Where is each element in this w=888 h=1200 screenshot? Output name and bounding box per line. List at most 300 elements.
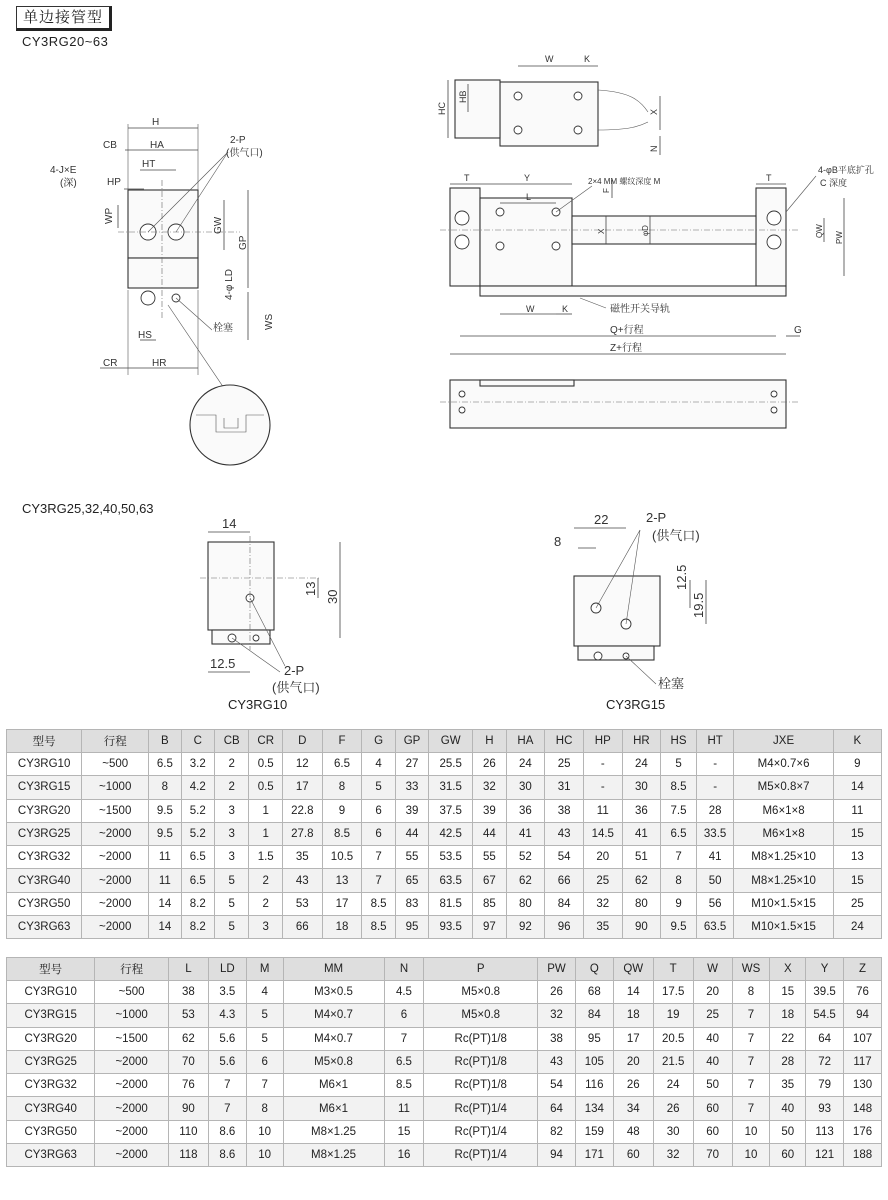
front-label-Q: Q+行程 [610, 325, 644, 336]
table-row [7, 1027, 882, 1050]
table-cell: 4.5 [384, 981, 424, 1004]
table-cell: 6.5 [181, 869, 214, 892]
table-row [7, 776, 882, 799]
table-cell: 113 [806, 1120, 844, 1143]
table-cell: 94 [538, 1144, 576, 1167]
table-row [7, 846, 882, 869]
table-cell: 31 [545, 776, 584, 799]
table-cell: M8×1.25 [283, 1120, 384, 1143]
table-cell: 79 [806, 1074, 844, 1097]
table-cell: CY3RG15 [7, 1004, 95, 1027]
cy10-dim-30: 30 [325, 589, 340, 604]
table-cell: 72 [806, 1050, 844, 1073]
front-label-G: G [794, 325, 802, 336]
table-cell: 54.5 [806, 1004, 844, 1027]
table-cell: 22 [770, 1027, 806, 1050]
table-cell: 9 [661, 892, 697, 915]
table-cell: Rc(PT)1/8 [424, 1027, 538, 1050]
table-cell: 5.6 [208, 1050, 246, 1073]
table-cell: Rc(PT)1/4 [424, 1144, 538, 1167]
cy10-view [200, 516, 340, 695]
table-cell: 121 [806, 1144, 844, 1167]
table-cell: 22.8 [282, 799, 322, 822]
table-cell: 3.5 [208, 981, 246, 1004]
table-cell: 21.5 [653, 1050, 693, 1073]
table-cell: 6.5 [149, 753, 181, 776]
small-views-series-label: CY3RG25,32,40,50,63 [22, 501, 154, 516]
table-cell: 26 [538, 981, 576, 1004]
table-cell: 48 [613, 1120, 653, 1143]
table-cell: 6.5 [384, 1050, 424, 1073]
table-cell: M5×0.8 [424, 1004, 538, 1027]
front-label-F: F [602, 188, 611, 193]
table-cell: 171 [575, 1144, 613, 1167]
table-cell: 4.2 [181, 776, 214, 799]
t1-header-cell: CR [249, 730, 282, 753]
table-cell: M4×0.7 [283, 1004, 384, 1027]
table-cell: 43 [282, 869, 322, 892]
table-cell: 2 [249, 892, 282, 915]
top-label-HC: HC [437, 102, 447, 115]
table-1-header [7, 730, 882, 753]
table-cell: 5 [661, 753, 697, 776]
table-cell: 5.2 [181, 822, 214, 845]
table-cell: 35 [282, 846, 322, 869]
table-cell: 30 [506, 776, 545, 799]
table-cell: 60 [693, 1097, 732, 1120]
label-WP: WP [104, 207, 115, 224]
table-cell: M10×1.5×15 [734, 892, 833, 915]
table-cell: M6×1 [283, 1074, 384, 1097]
table-row [7, 916, 882, 939]
table-cell: 7.5 [661, 799, 697, 822]
table-cell: ~500 [82, 753, 149, 776]
table-cell: 44 [395, 822, 428, 845]
table-cell: 50 [696, 869, 734, 892]
table-cell: 15 [384, 1120, 424, 1143]
table-cell: 81.5 [429, 892, 473, 915]
front-label-X: X [597, 228, 606, 234]
table-cell: 5 [246, 1027, 283, 1050]
t2-header-cell: MM [283, 958, 384, 981]
table-cell: 6.5 [322, 753, 362, 776]
table-cell: 8 [246, 1097, 283, 1120]
table-cell: M8×1.25×10 [734, 869, 833, 892]
front-label-phiB: 4-φB平底扩孔 [818, 165, 874, 175]
t1-header-cell: F [322, 730, 362, 753]
t2-header-cell: M [246, 958, 283, 981]
table-row [7, 1050, 882, 1073]
table-cell: 67 [473, 869, 506, 892]
table-cell: 96 [545, 916, 584, 939]
t2-header-cell: 型号 [7, 958, 95, 981]
table-cell: 33 [395, 776, 428, 799]
table-cell: 76 [844, 981, 882, 1004]
table-cell: M6×1×8 [734, 799, 833, 822]
table-cell: CY3RG10 [7, 753, 82, 776]
table-row [7, 892, 882, 915]
table-cell: 38 [168, 981, 208, 1004]
label-LD: 4-φ LD [224, 269, 235, 300]
table-cell: 30 [622, 776, 661, 799]
table-cell: 70 [693, 1144, 732, 1167]
table-cell: 63.5 [696, 916, 734, 939]
table-cell: 83 [395, 892, 428, 915]
table-cell: 3.2 [181, 753, 214, 776]
table-cell: 20 [583, 846, 622, 869]
table-cell: CY3RG20 [7, 799, 82, 822]
t2-header-cell: P [424, 958, 538, 981]
table-cell: 36 [506, 799, 545, 822]
label-H: H [152, 117, 160, 128]
table-cell: 14.5 [583, 822, 622, 845]
table-cell: 7 [732, 1097, 770, 1120]
table-cell: 15 [833, 869, 881, 892]
table-cell: 2 [249, 869, 282, 892]
table-cell: 32 [583, 892, 622, 915]
table-cell: CY3RG63 [7, 916, 82, 939]
t2-header-cell: W [693, 958, 732, 981]
label-CR: CR [103, 358, 118, 369]
table-cell: 2 [215, 776, 249, 799]
table-cell: 17 [613, 1027, 653, 1050]
table-cell: 76 [168, 1074, 208, 1097]
table-cell: 28 [770, 1050, 806, 1073]
table-cell: 4 [362, 753, 395, 776]
table-cell: 110 [168, 1120, 208, 1143]
table-cell: CY3RG15 [7, 776, 82, 799]
top-label-K: K [584, 54, 591, 64]
front-label-T1: T [464, 173, 470, 183]
t1-header-cell: CB [215, 730, 249, 753]
table-cell: M8×1.25 [283, 1144, 384, 1167]
table-cell: 3 [249, 916, 282, 939]
table-cell: CY3RG25 [7, 1050, 95, 1073]
table-row [7, 822, 882, 845]
label-HT: HT [142, 159, 156, 170]
t1-header-cell: 行程 [82, 730, 149, 753]
table-cell: CY3RG50 [7, 892, 82, 915]
table-cell: 24 [833, 916, 881, 939]
table-cell: 35 [770, 1074, 806, 1097]
cy10-dim-12-5: 12.5 [210, 656, 236, 671]
front-label-Y: Y [524, 173, 531, 183]
table-cell: 27 [395, 753, 428, 776]
table-cell: ~2000 [95, 1050, 169, 1073]
table-cell: 19 [653, 1004, 693, 1027]
table-cell: 10 [246, 1120, 283, 1143]
table-cell: 117 [844, 1050, 882, 1073]
t1-header-cell: G [362, 730, 395, 753]
table-cell: 34 [613, 1097, 653, 1120]
t2-header-cell: X [770, 958, 806, 981]
table-cell: 8 [322, 776, 362, 799]
table-cell: 62 [506, 869, 545, 892]
table-cell: - [583, 753, 622, 776]
table-cell: 1 [249, 822, 282, 845]
table-cell: 3 [215, 799, 249, 822]
table-cell: 4.3 [208, 1004, 246, 1027]
table-cell: 40 [693, 1027, 732, 1050]
table-cell: ~2000 [82, 916, 149, 939]
table-cell: 5 [215, 869, 249, 892]
t1-header-cell: GW [429, 730, 473, 753]
table-cell: 80 [622, 892, 661, 915]
table-cell: 55 [473, 846, 506, 869]
table-cell: 41 [622, 822, 661, 845]
table-cell: 66 [282, 916, 322, 939]
table-cell: 14 [149, 916, 181, 939]
table-row [7, 1004, 882, 1027]
table-row [7, 869, 882, 892]
table-cell: CY3RG40 [7, 869, 82, 892]
t2-header-cell: PW [538, 958, 576, 981]
table-cell: M5×0.8×7 [734, 776, 833, 799]
table-2-header [7, 958, 882, 981]
table-cell: 11 [149, 869, 181, 892]
t1-header-cell: K [833, 730, 881, 753]
table-row [7, 1074, 882, 1097]
cy15-plug: 栓塞 [658, 676, 685, 691]
table-cell: 116 [575, 1074, 613, 1097]
table-cell: 5 [215, 916, 249, 939]
table-cell: 94 [844, 1004, 882, 1027]
label-2P: 2-P [230, 135, 246, 146]
table-cell: 24 [506, 753, 545, 776]
table-cell: 30 [653, 1120, 693, 1143]
label-deep: (深) [60, 178, 77, 189]
end-view-base [128, 258, 198, 288]
table-cell: CY3RG32 [7, 1074, 95, 1097]
table-cell: ~1000 [95, 1004, 169, 1027]
cy15-view [554, 510, 706, 691]
table-cell: 28 [696, 799, 734, 822]
table-cell: 9 [322, 799, 362, 822]
table-cell: 6 [362, 799, 395, 822]
table-cell: 31.5 [429, 776, 473, 799]
cy15-dim-8: 8 [554, 534, 562, 549]
table-cell: 40 [770, 1097, 806, 1120]
slider-top [500, 82, 598, 146]
table-cell: 10 [732, 1120, 770, 1143]
table-cell: 14 [613, 981, 653, 1004]
table-cell: 9.5 [149, 799, 181, 822]
table-cell: 53 [168, 1004, 208, 1027]
t2-header-cell: Z [844, 958, 882, 981]
table-cell: 7 [362, 869, 395, 892]
table-cell: ~500 [95, 981, 169, 1004]
table-cell: ~2000 [82, 822, 149, 845]
table-cell: 7 [362, 846, 395, 869]
table-cell: 159 [575, 1120, 613, 1143]
detail-circle [190, 385, 270, 465]
table-cell: 14 [833, 776, 881, 799]
table-cell: - [696, 753, 734, 776]
front-label-K: K [562, 304, 569, 314]
table-cell: ~2000 [95, 1120, 169, 1143]
table-cell: 8 [732, 981, 770, 1004]
t1-header-cell: HR [622, 730, 661, 753]
cy15-supply: (供气口) [652, 528, 700, 543]
table-cell: 7 [732, 1027, 770, 1050]
front-label-thread: 2×4 MM 螺纹深度 M [588, 177, 661, 186]
table-cell: 0.5 [249, 753, 282, 776]
table-cell: 53 [282, 892, 322, 915]
table-cell: CY3RG40 [7, 1097, 95, 1120]
table-cell: M5×0.8 [424, 981, 538, 1004]
t1-header-cell: HT [696, 730, 734, 753]
table-cell: 62 [622, 869, 661, 892]
table-cell: 8 [149, 776, 181, 799]
table-cell: 54 [538, 1074, 576, 1097]
table-cell: M6×1 [283, 1097, 384, 1120]
table-cell: 7 [732, 1004, 770, 1027]
front-view [440, 164, 874, 354]
table-cell: 24 [622, 753, 661, 776]
table-cell: 32 [653, 1144, 693, 1167]
t1-header-cell: GP [395, 730, 428, 753]
table-cell: 5.2 [181, 799, 214, 822]
table-cell: 7 [732, 1050, 770, 1073]
table-cell: 20 [693, 981, 732, 1004]
label-plug: 栓塞 [213, 323, 233, 334]
end-view [50, 117, 275, 465]
cy10-supply: (供气口) [272, 680, 320, 695]
table-row [7, 981, 882, 1004]
table-cell: 85 [473, 892, 506, 915]
table-cell: 65 [395, 869, 428, 892]
cy15-dim-22: 22 [594, 512, 609, 527]
table-cell: 3 [215, 846, 249, 869]
bottom-view [440, 380, 800, 428]
table-cell: M3×0.5 [283, 981, 384, 1004]
table-cell: - [583, 776, 622, 799]
table-cell: 50 [693, 1074, 732, 1097]
table-cell: 9 [833, 753, 881, 776]
t1-header-cell: HC [545, 730, 584, 753]
table-cell: 13 [322, 869, 362, 892]
table-cell: 5 [246, 1004, 283, 1027]
t2-header-cell: 行程 [95, 958, 169, 981]
t1-header-cell: JXE [734, 730, 833, 753]
table-cell: ~2000 [95, 1144, 169, 1167]
table-cell: 18 [770, 1004, 806, 1027]
table-cell: M10×1.5×15 [734, 916, 833, 939]
t1-header-cell: HP [583, 730, 622, 753]
table-row [7, 1120, 882, 1143]
table-cell: 13 [833, 846, 881, 869]
table-cell: 40 [693, 1050, 732, 1073]
table-cell: 10.5 [322, 846, 362, 869]
table-cell: 15 [833, 822, 881, 845]
table-cell: 7 [246, 1074, 283, 1097]
cy10-dim-13: 13 [303, 581, 318, 596]
table-cell: 7 [732, 1074, 770, 1097]
table-cell: 11 [384, 1097, 424, 1120]
table-cell: 118 [168, 1144, 208, 1167]
table-cell: 53.5 [429, 846, 473, 869]
table-cell: 18 [613, 1004, 653, 1027]
front-label-T2: T [766, 173, 772, 183]
table-cell: 25 [833, 892, 881, 915]
table-cell: M8×1.25×10 [734, 846, 833, 869]
end-view-body [128, 190, 198, 258]
table-cell: 148 [844, 1097, 882, 1120]
table-cell: ~1500 [95, 1027, 169, 1050]
table-cell: 41 [696, 846, 734, 869]
table-cell: 6 [362, 822, 395, 845]
table-cell: 6.5 [181, 846, 214, 869]
table-cell: 25.5 [429, 753, 473, 776]
table-cell: 9.5 [661, 916, 697, 939]
table-cell: 9.5 [149, 822, 181, 845]
table-cell: 8.2 [181, 892, 214, 915]
table-cell: 26 [613, 1074, 653, 1097]
table-cell: CY3RG20 [7, 1027, 95, 1050]
table-cell: 84 [575, 1004, 613, 1027]
spec-table-2 [6, 957, 882, 1167]
t1-header-cell: HS [661, 730, 697, 753]
table-cell: M4×0.7 [283, 1027, 384, 1050]
table-cell: 5.6 [208, 1027, 246, 1050]
table-cell: 11 [149, 846, 181, 869]
t2-header-cell: QW [613, 958, 653, 981]
top-label-HB: HB [458, 90, 468, 103]
table-cell: 6.5 [661, 822, 697, 845]
table-cell: 5 [362, 776, 395, 799]
table-cell: CY3RG63 [7, 1144, 95, 1167]
table-cell: 5 [215, 892, 249, 915]
table-cell: 8.5 [362, 892, 395, 915]
table-cell: 36 [622, 799, 661, 822]
top-label-X: X [649, 108, 659, 115]
top-label-N: N [649, 145, 659, 152]
t1-header-cell: B [149, 730, 181, 753]
series-label: CY3RG20~63 [22, 34, 109, 49]
table-cell: 7 [661, 846, 697, 869]
table-cell: CY3RG32 [7, 846, 82, 869]
table-cell: 39 [395, 799, 428, 822]
table-cell: ~2000 [82, 869, 149, 892]
table-cell: 55 [395, 846, 428, 869]
table-cell: 8.6 [208, 1144, 246, 1167]
table-row [7, 1144, 882, 1167]
table-cell: 7 [208, 1074, 246, 1097]
cy15-dim-12-5: 12.5 [674, 564, 689, 590]
table-cell: ~2000 [82, 892, 149, 915]
table-cell: 26 [653, 1097, 693, 1120]
table-cell: 35 [583, 916, 622, 939]
table-cell: 8.5 [661, 776, 697, 799]
table-cell: 43 [545, 822, 584, 845]
table-cell: 26 [473, 753, 506, 776]
table-cell: 10 [246, 1144, 283, 1167]
table-cell: Rc(PT)1/4 [424, 1120, 538, 1143]
table-cell: 10 [732, 1144, 770, 1167]
table-cell: ~2000 [95, 1074, 169, 1097]
table-cell: 66 [545, 869, 584, 892]
table-cell: 2 [215, 753, 249, 776]
table-cell: 90 [168, 1097, 208, 1120]
cy10-caption: CY3RG10 [228, 697, 288, 712]
table-row [7, 753, 882, 776]
t2-header-cell: Y [806, 958, 844, 981]
table-cell: 12 [282, 753, 322, 776]
t1-header-cell: 型号 [7, 730, 82, 753]
table-cell: 51 [622, 846, 661, 869]
table-cell: 52 [506, 846, 545, 869]
table-cell: 41 [506, 822, 545, 845]
